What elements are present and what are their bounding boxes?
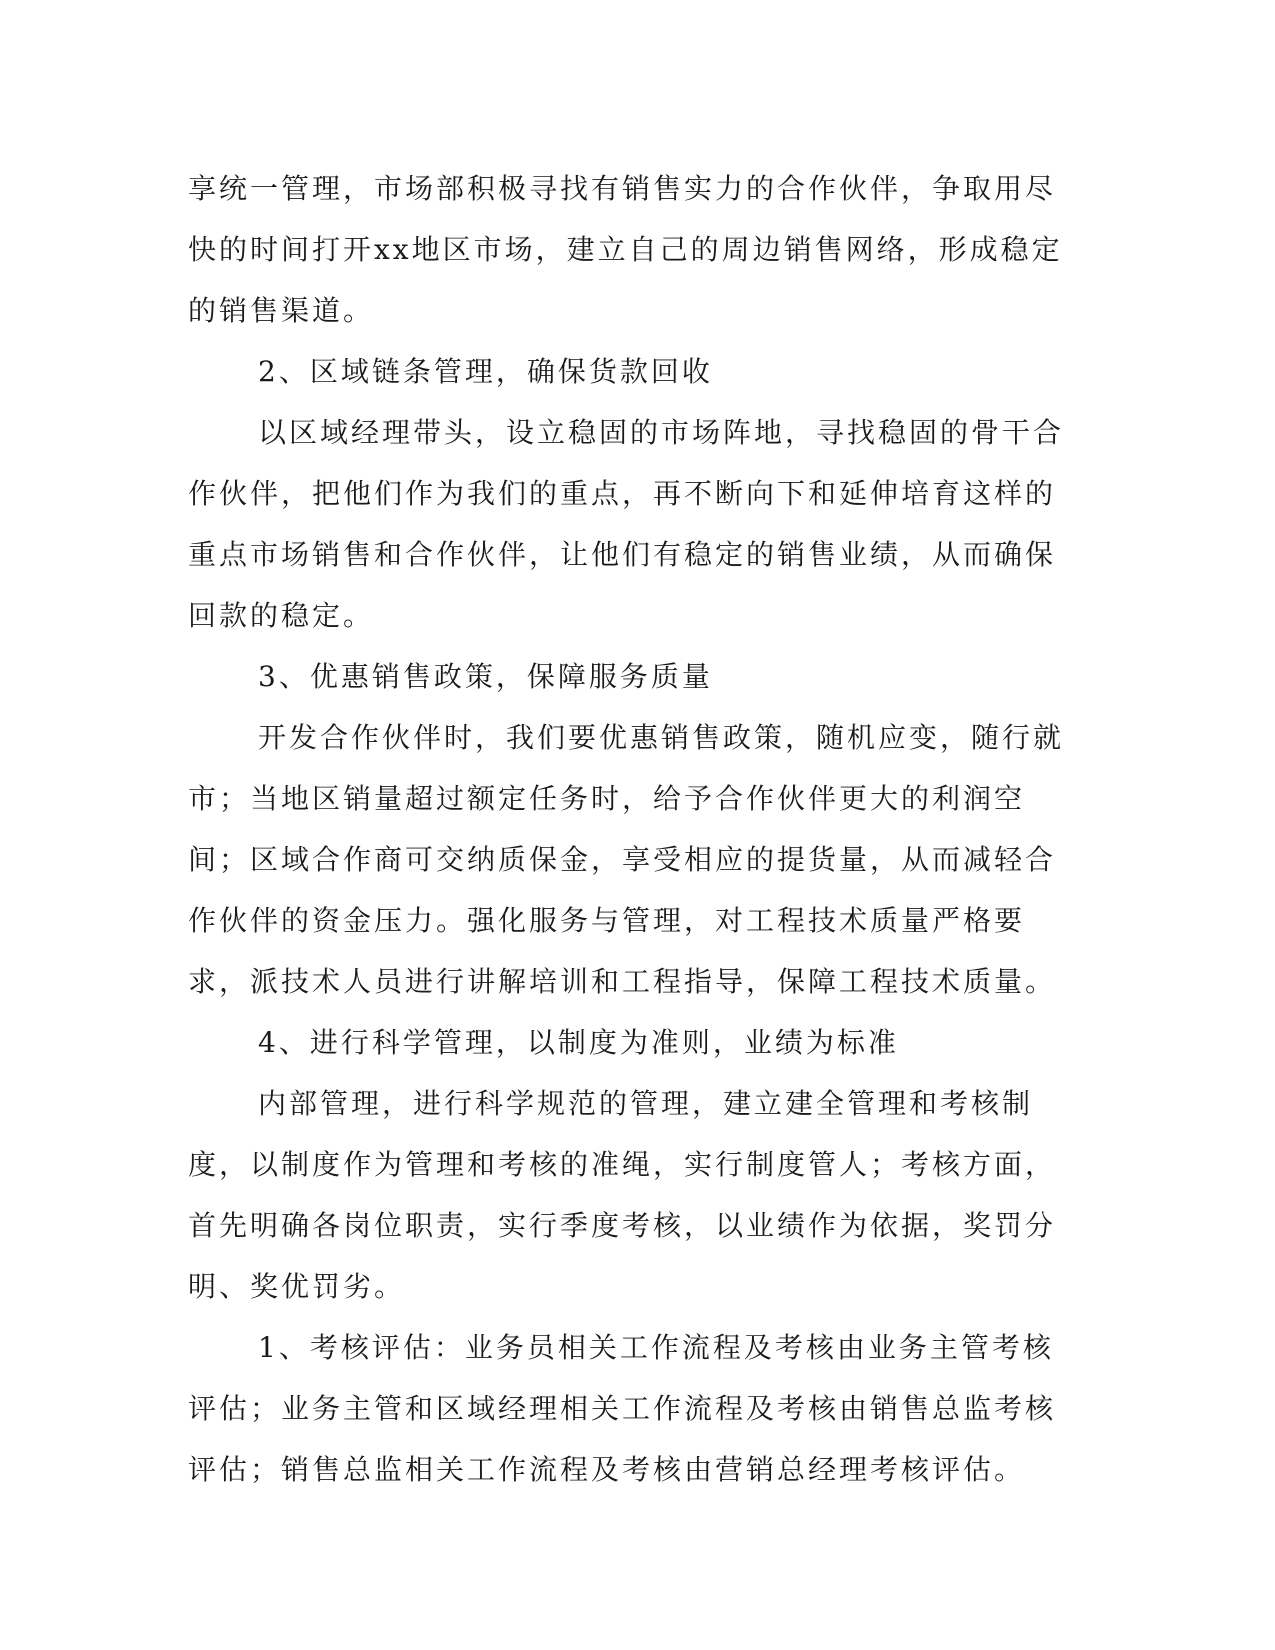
paragraph-regional-manager: 以区域经理带头，设立稳固的市场阵地，寻找稳固的骨干合作伙伴，把他们作为我们的重点，再不断向下和延伸培育这样的重点市场销售和合作伙伴，让他们有稳定的销售业绩，从而确保回款的稳定。 — [188, 416, 1065, 632]
document-body — [188, 158, 1068, 1500]
heading-regional-chain-management: 2、区域链条管理，确保货款回收 — [258, 355, 713, 388]
heading-scientific-management: 4、进行科学管理，以制度为准则，业绩为标准 — [258, 1026, 899, 1059]
paragraph-assessment-evaluation: 1、考核评估：业务员相关工作流程及考核由业务主管考核评估；业务主管和区域经理相关工作流程及考核由销售总监考核评估；销售总监相关工作流程及考核由营销总经理考核评估。 — [188, 1331, 1057, 1486]
paragraph-internal-management: 内部管理，进行科学规范的管理，建立建全管理和考核制度，以制度作为管理和考核的准绳，实行制度管人；考核方面，首先明确各岗位职责，实行季度考核，以业绩作为依据，奖罚分明、奖优罚劣。 — [188, 1087, 1057, 1303]
paragraph-channel-building: 享统一管理，市场部积极寻找有销售实力的合作伙伴，争取用尽快的时间打开xx地区市场，建立自己的周边销售网络，形成稳定的销售渠道。 — [188, 172, 1063, 327]
heading-sales-policy: 3、优惠销售政策，保障服务质量 — [258, 660, 713, 693]
paragraph-partner-development: 开发合作伙伴时，我们要优惠销售政策，随机应变，随行就市；当地区销量超过额定任务时，给予合作伙伴更大的利润空间；区域合作商可交纳质保金，享受相应的提货量，从而减轻合作伙伴的资金压力。强化服务与管理，对工程技术质量严格要求，派技术人员进行讲解培训和工程指导，保障工程技术质量。 — [188, 721, 1065, 998]
